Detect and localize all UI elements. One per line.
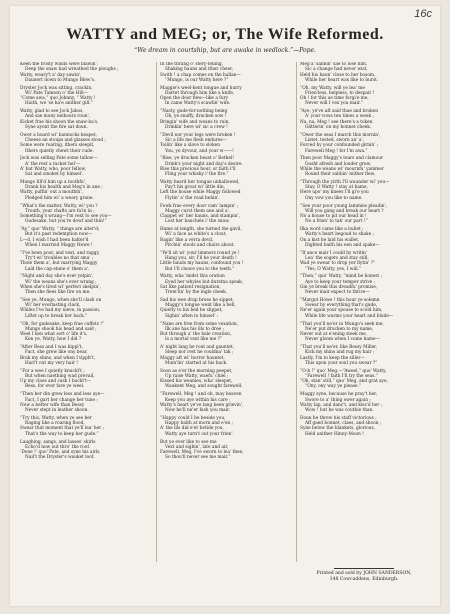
verse-line: A' but Watty, who, poor fellow, xyxy=(20,166,87,172)
verse-line: Keen the frosty winds were blawin', xyxy=(20,62,99,67)
stanza xyxy=(160,227,292,248)
verse-line: Sleep nor rest he couldna' tak ; xyxy=(165,350,234,356)
verse-line: Fact, I gart her change her tune ; xyxy=(25,397,98,403)
verse-line: “Night and day she's ever yelpin', xyxy=(20,274,94,280)
verse-line: “Try this, Watty, when ye see her xyxy=(20,415,92,421)
verse-line: Deep the snaw had wreathed the ploughs ; xyxy=(25,67,119,73)
verse-line: Maggy's tongue went like a bell, xyxy=(165,303,236,309)
stanza xyxy=(160,62,292,83)
verse-line: Pledged him wi' a weary grane. xyxy=(25,195,94,201)
verse-line: Oh ! for this ae time forgi'e me, xyxy=(300,96,369,102)
verse-line: Wi' Pate Tamson o' the Hill— xyxy=(25,90,88,96)
verse-line: Vext and sighin', late and air, xyxy=(165,444,229,450)
verse-line: Held his haun' close to her bosom, xyxy=(300,72,376,78)
verse-line: Will you gang and break our heart ? xyxy=(305,208,384,214)
verse-line: While life warms your heart and blude— xyxy=(305,313,394,319)
verse-line: Pitchin' stools and chairs about. xyxy=(165,242,235,248)
stanza xyxy=(160,369,292,390)
stanza xyxy=(20,322,152,343)
verse-line: Happy baith at morn and e'en ; xyxy=(165,421,233,427)
stanza xyxy=(160,392,292,413)
verse-line: But through a' the hale creation, xyxy=(160,332,232,338)
verse-line: Now he'll ne'er fash you mair. xyxy=(165,408,231,414)
verse-line: “Then her din grew less and less aye— xyxy=(20,392,105,398)
verse-line: Gudesake, but you're dowf and thin!” xyxy=(25,219,107,225)
verse-line: “See ye, Mungo, when she'll clash on xyxy=(20,297,102,303)
imprint-rule xyxy=(334,568,394,569)
stanza xyxy=(300,345,432,366)
verse-line: Echo'd now out thro' the roof. xyxy=(25,444,91,450)
verse-line: Round their sabbin' mither flew. xyxy=(305,172,376,178)
verse-line: Lea' the sogers and stay still, xyxy=(305,256,369,261)
verse-line: And sae mony neibours roun', xyxy=(25,114,91,120)
verse-line: Up my claes and cash I buckl't— xyxy=(20,379,91,385)
stanza xyxy=(20,204,152,225)
verse-line: Maggy syne, because he pray't her, xyxy=(300,392,378,398)
verse-line: Something's wrang—I'm vext to see you— xyxy=(20,214,112,220)
stanza xyxy=(160,440,292,461)
column-divider xyxy=(156,62,157,562)
verse-line: Maggie's weel-kent tongue and hurry xyxy=(160,85,242,91)
stanza xyxy=(20,62,152,83)
stanza xyxy=(300,322,432,343)
verse-line: When I married Maggy Howe ! xyxy=(25,242,93,248)
stanza xyxy=(20,227,152,248)
verse-line: Swith ! a chap comes on the hallan— xyxy=(160,72,241,78)
verse-line: Sat like patient resignation, xyxy=(160,284,221,290)
verse-line: Watty lap, and danc't, and kiss'd her ; xyxy=(300,402,383,408)
stanza xyxy=(20,109,152,130)
verse-line: “Through the yirth I'll waunder wi' you— xyxy=(300,179,390,185)
verse-column-3 xyxy=(300,62,432,582)
verse-line: On a kist he laid his wallet, xyxy=(300,237,360,243)
verse-line: Trouth, your chafts are fa'in in ; xyxy=(25,208,95,214)
verse-line: Ragin' like a verra devil, xyxy=(160,237,214,243)
stanza xyxy=(160,204,292,225)
verse-line: “Farewell, Meg ! and oh, may heaven xyxy=(160,392,242,398)
verse-line: Mungo fill'd him up a toothfu', xyxy=(20,179,87,185)
verse-line: Waukent Meg, and sought farewell. xyxy=(165,384,243,390)
verse-line: Never will I vex you mair.” xyxy=(305,101,363,107)
verse-line: Syne ayont the fire sat doun. xyxy=(25,124,88,130)
verse-line: “Ony, ony way ye please.” xyxy=(305,384,362,390)
verse-line: Watty, weary't a' day sawin', xyxy=(20,72,82,78)
printer-imprint xyxy=(298,568,430,583)
verse-line: Wad ye swear to drop yer flytin' ?” xyxy=(300,261,376,267)
verse-line: Ilk ane has his ills to dree ; xyxy=(165,326,224,332)
verse-line: Fact, she grew like ony bear, xyxy=(25,350,88,356)
verse-line: You, ye dyvour, and your w——! xyxy=(165,148,234,154)
verse-line: Fling your whisky i' the fire.” xyxy=(165,172,229,178)
verse-line: Kissed his weanies, wha' sleepet, xyxy=(160,379,233,385)
verse-line: “Happy could I be beside you, xyxy=(160,415,226,421)
verse-line: Kicket frae his shoon the snaw-ba's, xyxy=(20,119,99,125)
verse-line: Syne below the blankets, glorious, xyxy=(300,426,376,432)
verse-line: “Nasty, gude-for-nothing being xyxy=(160,109,228,115)
stanza xyxy=(160,251,292,272)
verse-line: Never gloom when I come hame— xyxy=(305,337,380,343)
stanza xyxy=(300,298,432,319)
broadside-sheet xyxy=(10,6,440,606)
verse-line: Never mair expect to thrive— xyxy=(305,290,370,296)
verse-line: Lost her bauchels i' the snaw. xyxy=(165,219,230,225)
verse-line: A' night lang he rout and gauntet, xyxy=(160,345,235,351)
stanza xyxy=(300,251,432,272)
verse-line: Dartet through him like a knife, xyxy=(165,90,235,96)
verse-line: Eyed her whyles but durstna speak, xyxy=(165,279,244,285)
verse-line: Laid the cap-stane o' them a'. xyxy=(25,266,90,272)
verse-line: “Farewell ! faith I'll try the seas.” xyxy=(305,373,378,379)
verse-line: Haith, we 'se ha'e anither gill.” xyxy=(25,101,93,107)
verse-line: Ne'er put drucken to my name, xyxy=(305,326,374,332)
stanza xyxy=(160,298,292,319)
verse-line: “Yes, O Watty, yes, I will.” xyxy=(305,266,362,272)
ballad-epigraph: “We dream in courtship, but are awake in wedlock.”—Pope. xyxy=(134,47,316,54)
verse-line: Some were roaring, ithers sleepit, xyxy=(20,143,95,149)
verse-line: Toilin' like a slave to sloken xyxy=(160,143,220,149)
verse-line: Raging like a roaring flood, xyxy=(25,421,85,427)
verse-line: Watty, wha 'midst this oration xyxy=(160,274,225,280)
verse-line: “For a wee I quietly knuckl't ; xyxy=(20,368,85,374)
verse-line: Meg a' sabbin' sae to lose him, xyxy=(300,62,368,67)
verse-line: ‘Done !’ quo' Pate, and syne his airls xyxy=(20,450,100,455)
verse-line: Mum'lin' started at his back. xyxy=(165,360,228,366)
verse-line: Oh, ye snuffy, drucken sow ! xyxy=(165,114,227,120)
imprint-line: Printed and sold by JOHN SANDERSON, xyxy=(316,571,412,576)
ballad-title: WATTY and MEG; or, The Wife Reformed. xyxy=(66,26,384,43)
stanza xyxy=(160,274,292,295)
verse-line: Jock was selling Pate some tallow— xyxy=(20,156,98,162)
verse-line: But it's past redemption now— xyxy=(25,232,93,238)
verse-line: Maggy curst them ane and a', xyxy=(165,208,231,214)
verse-line: Little hauds my hauns, confound you ! xyxy=(160,261,244,267)
verse-line: Fowk frae every door cam' lampin' ; xyxy=(160,203,239,209)
stanza xyxy=(300,156,432,177)
verse-line: Swear by everything that's gude, xyxy=(305,303,378,309)
verse-line: “Rise, ye drucken beast o' Bethel! xyxy=(160,156,235,162)
verse-line: “Ower the seas I march this mornin', xyxy=(300,132,381,138)
verse-line: L—d, I wish I had been halter'd xyxy=(20,237,89,243)
stanza xyxy=(160,322,292,343)
verse-line: Frien'less, helpless, to despair ! xyxy=(305,90,375,96)
verse-line: “That you'll ne'er in Mungo's seek me, xyxy=(300,321,384,327)
verse-line: That's the way to keep her gude.” xyxy=(25,431,99,437)
verse-line: Farewell, Meg, I've sworn to lea' thee, xyxy=(160,450,244,455)
verse-line: In came Watty's scawlin' wife. xyxy=(165,101,231,107)
verse-line: Then poor Maggy's tears and clamour xyxy=(300,156,384,162)
verse-column-2 xyxy=(160,62,292,582)
stanza xyxy=(300,227,432,248)
stanza xyxy=(160,416,292,437)
verse-line: Ithers quietly chewt their cude. xyxy=(25,148,94,154)
verse-line: Pay't his groat wi' little din, xyxy=(165,185,226,191)
verse-line: Rise this precious hour, or faith I'll xyxy=(160,166,236,172)
verse-line: But ye ever like to see me xyxy=(160,439,217,445)
shelfmark-annotation: 16c xyxy=(414,8,432,20)
verse-line: Drank his health and Meg's in ane ; xyxy=(25,185,103,191)
verse-line: Lastly, I'm to keep the siller— xyxy=(300,355,365,361)
verse-line: Stay, O Watty ! stay at hame, xyxy=(305,185,368,191)
verse-line: Brak my shins, and when I tipplt't, xyxy=(20,355,96,361)
verse-line: Kick my shins and rug my hair ; xyxy=(305,350,375,356)
stanza xyxy=(20,133,152,154)
verse-line: Farewell Meg ! for I'm awa.” xyxy=(305,148,368,154)
verse-line: “Mungo, is our Watty here ?” xyxy=(165,77,229,83)
verse-line: Keep you aye within his care ; xyxy=(165,397,231,403)
verse-line: Laughing, sangs, and lasses' skirls xyxy=(20,439,96,445)
verse-line: Drinkin' here wi' sic a crew ! xyxy=(165,124,228,130)
verse-line: Is a mortal vext like me ?” xyxy=(165,337,223,343)
verse-line: Wi' her everlasting clack, xyxy=(25,303,81,309)
verse-line: Held anither Hinny-Moon ! xyxy=(305,431,364,437)
stanza xyxy=(300,109,432,130)
verse-line: Never out at e'ening steek me, xyxy=(300,332,368,338)
verse-line: Swore to a' thing ower again ; xyxy=(305,397,371,403)
verse-line: Hang you, sir, I'll be your death ! xyxy=(165,256,237,261)
verse-line: “What's the matter, Watty, wi' you ? xyxy=(20,203,98,209)
verse-line: Sat and smoket by himsel'. xyxy=(25,172,84,178)
verse-line: Clappet wi' her hauns, and stampin', xyxy=(160,214,240,220)
stanza xyxy=(20,369,152,390)
verse-line: “Then,” quo' Watty, “mind be honest ; xyxy=(300,274,382,280)
verse-line: A' the ills did e'er betide you, xyxy=(160,426,224,432)
verse-line: Swear that moment that ye'll lea' her ; xyxy=(20,426,105,432)
verse-line: Sad his wee drap brose he sippet, xyxy=(160,297,234,303)
verse-line: Now a better wife than Bessy xyxy=(20,402,85,408)
verse-line: Aff gaed bonnet, claes, and shoon ; xyxy=(305,421,382,427)
stanza xyxy=(160,109,292,130)
verse-line: Weel I ken what sort o' life it's, xyxy=(20,332,88,338)
verse-line: No a frien' to tak' our part !” xyxy=(305,219,368,225)
verse-line: Dighted baith his een and spake— xyxy=(305,242,380,248)
verse-line: “Margot Howe ! this hour ye solemn xyxy=(300,297,380,303)
verse-line: Forced by your confounded girnin' ; xyxy=(300,143,379,149)
verse-line: While the weans wi' mournfu' yammer xyxy=(300,166,384,172)
verse-line: “Ay,” quo' Watty, “ things are alter'd; xyxy=(20,227,100,233)
verse-line: Ony vow you like to name. xyxy=(305,195,363,201)
verse-column-1 xyxy=(20,62,152,582)
verse-line: “If ance mair I could by writin' xyxy=(300,250,367,256)
verse-line: Ne'er again your spouse to scold him, xyxy=(300,308,383,314)
column-divider xyxy=(296,62,297,562)
verse-line: Never stept in leather shoon. xyxy=(25,408,89,414)
verse-line: Liftet up to break her back.” xyxy=(25,313,88,319)
stanza xyxy=(300,133,432,154)
verse-line: “Aye, ye've aft said thae and broken xyxy=(300,109,378,115)
verse-line: Cheese an stoups and glasses stood ; xyxy=(25,138,106,144)
verse-line: When she's tired wi' perfect skelpin', xyxy=(20,284,101,290)
verse-line: Ilka word came like a bullet ; xyxy=(300,227,364,233)
verse-line: Open the door flew—like a fury xyxy=(160,96,229,102)
verse-line: Watty's heart begoud to shake ; xyxy=(305,232,374,238)
verse-line: Thole them a', but marrying Maggy xyxy=(20,261,98,267)
verse-line: Left the house while Maggy followed xyxy=(160,190,241,196)
stanza xyxy=(300,416,432,437)
verse-line: “Oh, for gudesake, keep frae cuffets !” xyxy=(20,321,105,327)
verse-line: “After Bess and I was kippl't, xyxy=(20,345,83,351)
verse-line: While her heart was like to burst. xyxy=(305,77,379,83)
verse-line: Up raise Watty, waefu' chiel ; xyxy=(165,373,229,379)
verse-line: So thou'll never see me mair.” xyxy=(165,455,231,461)
stanza xyxy=(20,345,152,366)
verse-line: Ower a board wi' bannocks heapet, xyxy=(20,132,98,138)
stanza xyxy=(20,274,152,295)
verse-line: Doun he threw his staff victorious ; xyxy=(300,415,377,421)
verse-line: Dryster Jock was sitting, crackin, xyxy=(20,85,93,91)
stanza xyxy=(300,392,432,413)
verse-line: In the thrang o' stery-telling, xyxy=(160,62,224,67)
verse-line: Nail't the Dryster's wauket loof. xyxy=(25,455,95,461)
stanza xyxy=(20,180,152,201)
verse-line: Shaking hauns and ither cheer, xyxy=(165,67,234,73)
stanza xyxy=(300,62,432,83)
verse-line: Wi' a face as white's a clout, xyxy=(165,232,227,238)
stanza xyxy=(20,86,152,107)
verse-line: Whiles I've had my nieve, in passion, xyxy=(20,308,101,314)
verse-line: “Nane are free from some vexation, xyxy=(160,321,239,327)
verse-line: Gin ye break this dreadfu' promise, xyxy=(300,284,378,290)
verse-line: No a house to pit our head in ! xyxy=(300,214,367,220)
verse-line: Harl't out my very hair ! xyxy=(25,360,78,366)
stanza xyxy=(160,180,292,201)
verse-line: Watty's heart ye've lang been grievin', xyxy=(160,402,244,408)
verse-line: Na, na, Meg ! see there's a token xyxy=(300,119,373,125)
verse-line: Wow ! but he was couthie than. xyxy=(305,408,374,414)
verse-line: “Oh, stan' still,” quo' Meg, and grat aye, xyxy=(300,379,388,385)
verse-line: Trem'lin' by the ingle cheek. xyxy=(165,290,228,296)
imprint-line: 148 Cowcaddens, Edinburgh. xyxy=(329,577,399,582)
verse-line: Ken ye, Watty, how I did ? xyxy=(25,337,82,343)
stanza xyxy=(160,156,292,177)
verse-line: Maggy aft wi' horror hauntet, xyxy=(160,355,225,361)
stanza xyxy=(160,345,292,366)
verse-line: Watty, puffin' out a mouthfu', xyxy=(20,190,84,196)
verse-line: Daunert down to Mungo Blew's. xyxy=(25,77,96,83)
verse-line: “Ye'll sit wi' your limmers round ye ! xyxy=(160,250,240,256)
verse-line: Wi' the weans she's ever wrang ; xyxy=(25,279,97,285)
stanza xyxy=(20,440,152,461)
verse-line: “I've been poor, and vext, and raggy, xyxy=(20,250,100,256)
verse-line: Watty, glad to see Jock Jabos, xyxy=(20,109,84,115)
verse-line: A' the rest a racket hel'— xyxy=(25,161,81,167)
verse-line: Soon as e'er the morning peepet, xyxy=(160,368,233,374)
verse-line: Then she flees like fire on me. xyxy=(25,290,91,296)
stanza xyxy=(20,298,152,319)
verse-line: Sic a change had never wist, xyxy=(305,67,368,73)
verse-line: Drink's your night and day's desire. xyxy=(165,161,243,167)
stanza xyxy=(300,274,432,295)
verse-line: Aye to keep your temper strive ; xyxy=(305,279,376,285)
stanza xyxy=(20,416,152,437)
verse-line: Listet, tested, sworn an' a', xyxy=(305,138,365,144)
verse-line: Try't wi' troubles no that sma' ; xyxy=(25,256,94,261)
verse-line: But I'll cleave you to the teeth.” xyxy=(165,266,235,272)
stanza xyxy=(20,392,152,413)
verse-line: Bringin' wife and weans to ruin, xyxy=(160,119,230,125)
verse-line: This upon your soul you swear ?” xyxy=(305,360,378,366)
stanza xyxy=(300,86,432,107)
stanza xyxy=(160,133,292,154)
verse-line: Sighin' aften to himsel' : xyxy=(165,313,219,319)
verse-line: Glitterin' on my bonnet cheek. xyxy=(305,124,372,130)
verse-line: Flytin' a' the road behin'. xyxy=(165,195,220,201)
stanza xyxy=(20,251,152,272)
verse-columns xyxy=(20,62,432,582)
verse-line: Here upo' my knees I'll gi'e you xyxy=(300,190,369,196)
verse-line: Quietly to his bed he slippet, xyxy=(160,308,223,314)
verse-line: “Oh, my Watty, will ye lea' me xyxy=(300,85,365,91)
verse-line: Watty aye turn't out your frien'. xyxy=(165,431,234,437)
verse-line: Mungo shook his head and said ; xyxy=(25,326,97,332)
verse-line: Sic a life me flesh endures— xyxy=(165,138,227,144)
verse-line: “Come awa,” quo Johnny, “ Watty ! xyxy=(20,96,96,102)
stanza xyxy=(160,86,292,107)
verse-line: A' your vows ten times a week ; xyxy=(305,114,374,120)
verse-line: But when naething wad prevail, xyxy=(25,373,95,379)
verse-line: Bess, for ever fare ye weel. xyxy=(25,384,85,390)
verse-line: “See your poor young lammies pleadin', xyxy=(300,203,388,209)
stanza xyxy=(300,180,432,201)
stanza xyxy=(300,369,432,390)
verse-line: Watty heard her tongue unhallowed, xyxy=(160,179,240,185)
verse-line: “That you'll ne'er, like Bessy Miller, xyxy=(300,345,378,351)
stanza xyxy=(20,156,152,177)
verse-line: Gusht afresh and louder grew, xyxy=(305,161,372,167)
verse-line: “O-h !” quo' Meg.—“Aweel,” quo' Watty, xyxy=(300,368,387,374)
stanza xyxy=(300,204,432,225)
verse-line: Hame at length, she turned the gavil, xyxy=(160,227,242,233)
verse-line: “Devil nor your legs were broken ! xyxy=(160,132,236,138)
